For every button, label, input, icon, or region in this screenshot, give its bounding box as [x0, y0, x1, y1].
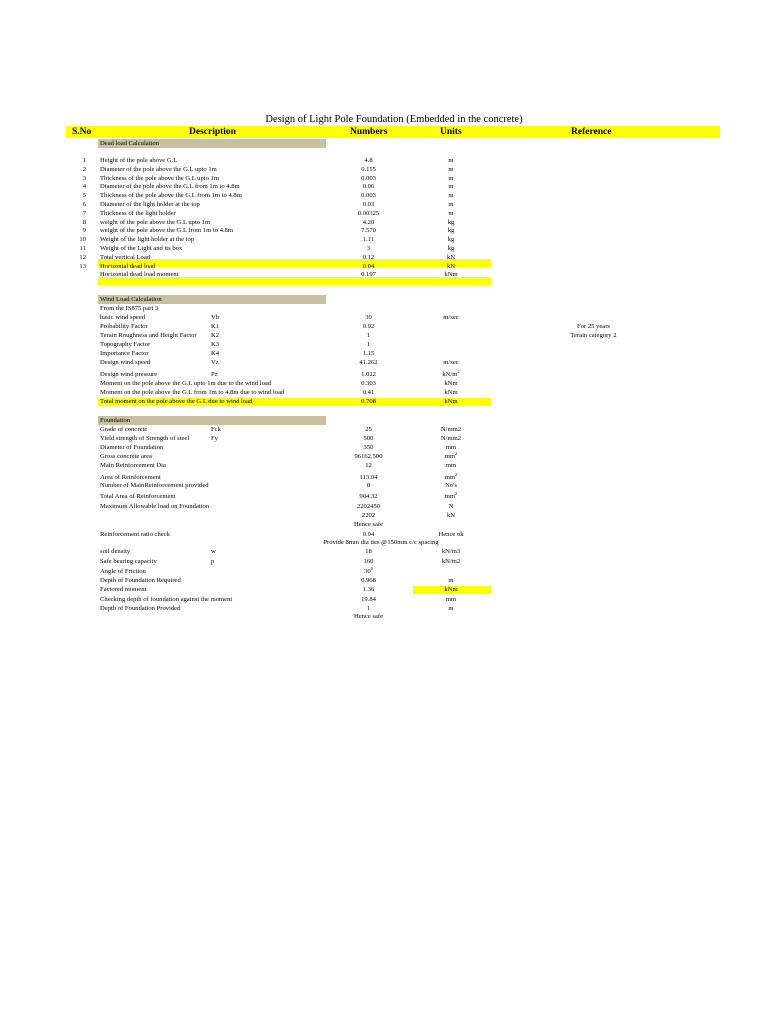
row-description: Horizontal dead load moment	[100, 271, 179, 278]
foundation-row	[66, 586, 720, 594]
foundation-row	[66, 493, 720, 501]
wind-load-row	[66, 323, 720, 331]
dead-load-row	[66, 245, 720, 253]
row-unit: kg	[447, 227, 455, 234]
row-unit: kN	[446, 254, 456, 261]
row-unit: mm	[445, 596, 457, 603]
row-unit: m	[448, 210, 454, 217]
row-unit: kN	[446, 263, 456, 270]
wind-load-row	[66, 371, 720, 379]
row-number-value: 0.115	[361, 166, 376, 173]
row-symbol: w	[211, 548, 216, 555]
row-number: 4	[82, 183, 86, 190]
row-unit: mm	[445, 444, 457, 451]
header-description: Description	[189, 127, 236, 137]
row-number-value: 0.92	[362, 323, 375, 330]
row-symbol: K3	[211, 341, 220, 348]
row-unit: mm	[445, 462, 457, 469]
row-unit: kg	[447, 236, 455, 243]
row-number-value: 1.11	[362, 236, 375, 243]
row-number: 12	[79, 254, 86, 261]
row-number-value: 904.32	[359, 493, 378, 500]
foundation-row	[66, 426, 720, 434]
wind-load-row	[66, 341, 720, 349]
row-symbol: Fy	[211, 435, 218, 442]
row-number: 13	[79, 263, 86, 270]
header-reference: Reference	[571, 127, 612, 137]
row-symbol: Vz	[211, 359, 219, 366]
row-description: Moment on the pole above the G.L from 1m to 4.8m due to wind load	[100, 389, 285, 396]
row-number-value: Hence safe	[353, 521, 384, 528]
wind-load-row	[66, 314, 720, 322]
foundation-row	[66, 558, 720, 566]
row-number-value: 0.94	[362, 531, 375, 538]
foundation-row	[66, 596, 720, 604]
row-number-value: 39	[365, 314, 372, 321]
dead-load-row	[66, 210, 720, 218]
foundation-row	[66, 435, 720, 443]
row-description: Diameter of Foundation	[100, 444, 164, 451]
dead-load-row	[66, 271, 720, 279]
final-note-row	[66, 613, 720, 621]
wind-load-row	[66, 359, 720, 367]
dead-load-row	[66, 166, 720, 174]
row-description: Probability Factor	[100, 323, 148, 330]
row-number-value: 1	[366, 605, 371, 612]
dead-load-row	[66, 175, 720, 183]
row-description: Thickness of the light holder	[100, 210, 176, 217]
header-sno: S.No	[72, 127, 92, 137]
row-description: Safe bearing capacity	[100, 558, 157, 565]
row-symbol: K4	[211, 350, 220, 357]
row-description: Height of the pole above G.L	[100, 157, 178, 164]
row-description: Depth of Foundation Provided	[100, 605, 181, 612]
row-number-value: $30^0$	[364, 566, 373, 575]
row-description: Moment on the pole above the G.L upto 1m due to the wind load	[100, 380, 272, 387]
row-number-value: 500	[363, 435, 374, 442]
row-number: 2	[82, 166, 86, 173]
row-unit: N/mm2	[440, 435, 462, 442]
row-number-value: 160	[363, 558, 374, 565]
squared-mark: 2	[455, 472, 458, 477]
row-number-value: 0.003	[361, 192, 376, 199]
wind-load-row	[66, 305, 720, 313]
foundation-row	[66, 453, 720, 461]
row-number-value: 113.04	[359, 474, 378, 481]
row-symbol: K2	[211, 332, 220, 339]
row-description: Topography Factor	[100, 341, 151, 348]
header-units: Units	[440, 127, 462, 137]
row-unit: kNm	[444, 398, 458, 405]
row-number: 7	[82, 210, 86, 217]
row-symbol: Fck	[211, 426, 221, 433]
row-number-value: 0.03	[362, 201, 375, 208]
foundation-row	[66, 482, 720, 490]
row-description: Weight of the Light and its box	[100, 245, 183, 252]
row-description: Weight of the light holder at the top	[100, 236, 195, 243]
row-unit: m	[448, 201, 454, 208]
row-number-value: 0.12	[362, 254, 375, 261]
foundation-row	[66, 531, 720, 539]
dead-load-row	[66, 254, 720, 262]
row-description: Depth of Foundation Required	[100, 577, 181, 584]
table-header	[66, 126, 720, 138]
row-symbol: K1	[211, 323, 220, 330]
row-description: Area of Reinforcement	[100, 474, 161, 481]
row-unit: m	[448, 605, 454, 612]
row-description: Maximum Allowable load on Foundation	[100, 503, 210, 510]
row-unit: kN/m3	[441, 548, 461, 555]
row-unit: kN	[446, 512, 456, 519]
foundation-row	[66, 548, 720, 556]
row-number-value: 12	[365, 462, 372, 469]
row-description: Yield strength of Strength of steel	[100, 435, 190, 442]
row-unit: $mm^2$	[444, 491, 458, 500]
row-number-value: 0.968	[361, 577, 376, 584]
row-number: 6	[82, 201, 86, 208]
row-unit: N	[448, 503, 454, 510]
row-number: 11	[79, 245, 86, 252]
row-symbol: Vb	[211, 314, 220, 321]
row-description: Factored moment	[100, 586, 147, 593]
row-unit: m/sec	[443, 314, 459, 321]
row-number-value: 0.04	[362, 263, 375, 270]
row-number-value: 3	[366, 245, 371, 252]
final-note: Hence safe	[353, 613, 384, 620]
dead-load-row	[66, 263, 720, 271]
wind-load-row	[66, 350, 720, 358]
row-description: Number of MainReinforcement provided	[100, 482, 209, 489]
foundation-row	[66, 462, 720, 470]
row-description: Reinforcement ratio check	[100, 531, 170, 538]
dead-load-row	[66, 201, 720, 209]
section-wind-load: Wind Load Calculation	[98, 295, 326, 304]
row-unit: m	[448, 157, 454, 164]
row-description: From the IS875 part 3	[100, 305, 159, 312]
row-unit: kg	[447, 219, 455, 226]
row-number-value: 4.20	[362, 219, 375, 226]
row-description: weight of the pole above the G.L from 1m to 4.8m	[100, 227, 234, 234]
foundation-row	[66, 521, 720, 529]
row-unit: m	[448, 183, 454, 190]
row-symbol: p	[211, 558, 215, 565]
row-number: 8	[82, 219, 86, 226]
row-description: Diameter of the pole above the G.L upto 1m	[100, 166, 217, 173]
row-description: Total moment on the pole above the G.L due to wind load	[100, 398, 253, 405]
row-number: 10	[79, 236, 86, 243]
row-reference: Terain category 2	[570, 332, 617, 339]
row-symbol: Pz	[211, 371, 218, 378]
row-unit: m	[448, 577, 454, 584]
row-description: Checking depth of foundation against the moment	[100, 596, 233, 603]
row-unit: $mm^2$	[444, 472, 458, 481]
foundation-row	[66, 512, 720, 520]
foundation-row	[66, 605, 720, 613]
row-number-value: 1	[366, 332, 371, 339]
foundation-row	[66, 503, 720, 511]
dead-load-row	[66, 183, 720, 191]
row-description: Main Reinforcement Dia	[100, 462, 166, 469]
foundation-row	[66, 444, 720, 452]
row-number: 3	[82, 175, 86, 182]
row-unit: No's	[445, 482, 457, 489]
wind-load-row	[66, 398, 720, 406]
row-number-value: 0.06	[362, 183, 375, 190]
row-unit: kNm	[444, 389, 458, 396]
dead-load-row	[66, 219, 720, 227]
row-number-value: 350	[363, 444, 374, 451]
row-number-value: 96162.500	[354, 453, 383, 460]
row-number-value: 0.303	[361, 380, 376, 387]
row-number-value: 25	[365, 426, 372, 433]
row-unit: $mm^2$	[444, 451, 458, 460]
row-unit: kNm	[444, 271, 458, 278]
row-number-value: 1.022	[361, 371, 376, 378]
row-description: Thickness of the pole above the G.L from 1m to 4.8m	[100, 192, 242, 199]
row-description: Design wind pressure	[100, 371, 158, 378]
row-number-value: 18	[365, 548, 372, 555]
wind-load-row	[66, 332, 720, 340]
row-description: Design wind speed	[100, 359, 151, 366]
row-description: Total vertical Load	[100, 254, 151, 261]
row-number-value: 8	[366, 482, 371, 489]
row-description: basic wind speed	[100, 314, 146, 321]
row-unit: m	[448, 192, 454, 199]
foundation-row	[66, 577, 720, 585]
row-unit: N/mm2	[440, 426, 462, 433]
row-description: Diameter of the light holder at the top	[100, 201, 200, 208]
row-description: Diameter of the pole above the G.L from 1m to 4.8m	[100, 183, 240, 190]
row-number: 1	[82, 157, 86, 164]
row-number-value: 1.36	[362, 586, 375, 593]
row-unit: Hence ok	[438, 531, 464, 538]
row-description: Total Area of Reinforcement	[100, 493, 176, 500]
dead-load-row	[66, 227, 720, 235]
row-number: 9	[82, 227, 86, 234]
row-number-value: 19.84	[361, 596, 376, 603]
row-number-value: 0.41	[362, 389, 375, 396]
row-number-value: 0.197	[361, 271, 376, 278]
row-description: Horizontal dead load	[100, 263, 156, 270]
row-number-value: 0.708	[361, 398, 376, 405]
row-number-value: 4.8	[364, 157, 373, 164]
row-description: weight of the pole above the G.L upto 1m	[100, 219, 211, 226]
dead-load-row	[66, 192, 720, 200]
row-description: soil density	[100, 548, 131, 555]
squared-mark: 2	[457, 369, 460, 374]
row-description: Terain Roughness and Height Factor	[100, 332, 197, 339]
section-dead-load: Dead load Calculation	[98, 139, 326, 148]
row-unit: m	[448, 166, 454, 173]
row-number-value: 1	[366, 341, 371, 348]
row-number-value: 2202	[361, 512, 376, 519]
dead-load-row	[66, 236, 720, 244]
row-number-value: 1.15	[362, 350, 375, 357]
row-number: 5	[82, 192, 86, 199]
squared-mark: 2	[455, 451, 458, 456]
ties-note: Provide 8mm dia ties @150mm c/c spacing	[323, 539, 439, 546]
foundation-row	[66, 474, 720, 482]
squared-mark: 2	[455, 491, 458, 496]
row-unit: kNm	[444, 586, 458, 593]
row-description: Grade of concrete	[100, 426, 148, 433]
header-numbers: Numbers	[350, 127, 388, 137]
section-foundation: Foundation	[98, 416, 326, 425]
page-title: Design of Light Pole Foundation (Embedded in the concrete)	[265, 114, 523, 125]
row-unit: kNm	[444, 380, 458, 387]
row-description: Thickness of the pole above the G.L upto 1m	[100, 175, 219, 182]
row-unit: $kN/m^2$	[442, 369, 460, 378]
row-unit: kg	[447, 245, 455, 252]
row-number-value: 0.00325	[357, 210, 380, 217]
row-number-value: 2202450	[356, 503, 381, 510]
row-unit: m/sec	[443, 359, 459, 366]
row-description: Angle of Friction	[100, 568, 146, 575]
dead-load-row	[66, 157, 720, 165]
degree-mark: 0	[370, 566, 373, 571]
row-unit: kN/m2	[441, 558, 461, 565]
foundation-row	[66, 568, 720, 576]
row-reference: For 25 years	[577, 323, 610, 330]
row-description: Gross concrete area	[100, 453, 152, 460]
wind-load-row	[66, 380, 720, 388]
wind-load-row	[66, 389, 720, 397]
row-unit: m	[448, 175, 454, 182]
row-description: Importance Factor	[100, 350, 149, 357]
ties-note-row	[66, 539, 720, 547]
row-number-value: 0.003	[361, 175, 376, 182]
row-number-value: 41.262	[359, 359, 378, 366]
row-number-value: 7.570	[361, 227, 376, 234]
